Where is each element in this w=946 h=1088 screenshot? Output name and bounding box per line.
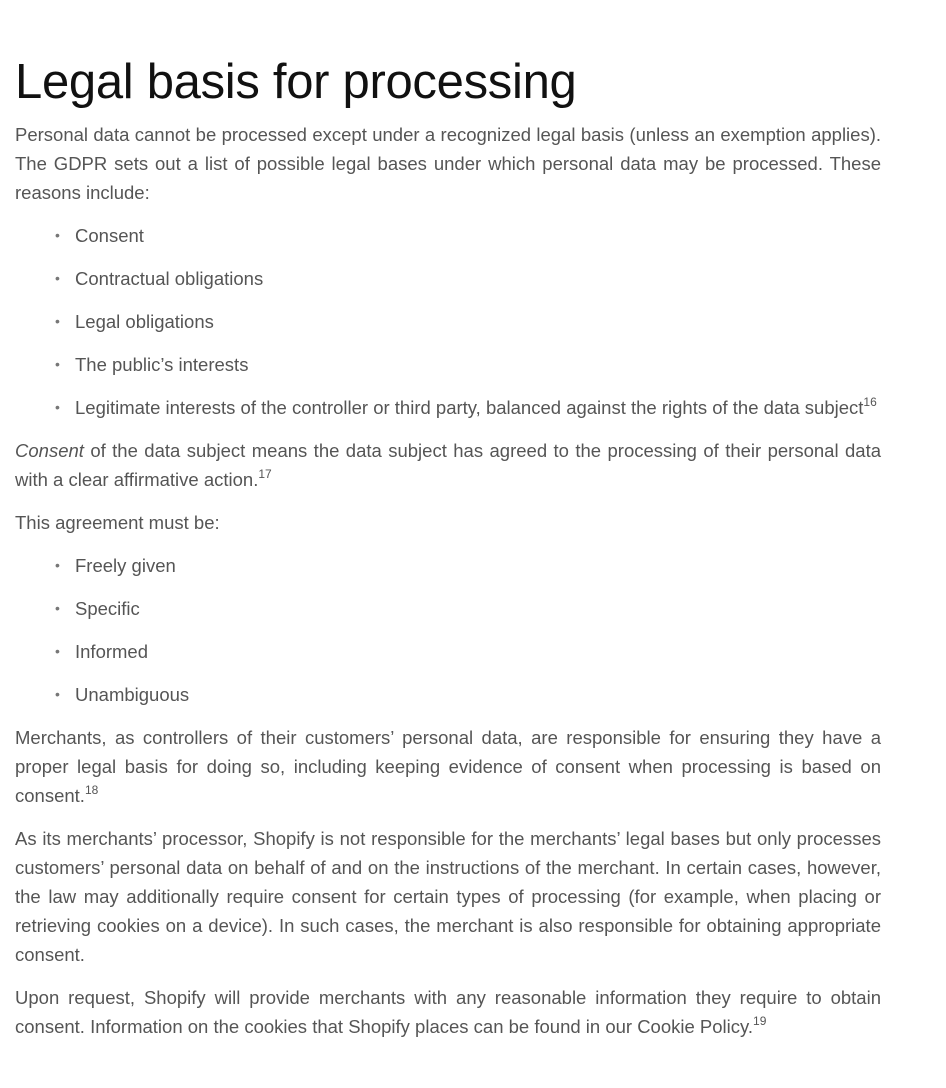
list-item xyxy=(15,307,881,336)
list-item xyxy=(15,393,881,422)
agreement-intro: This agreement must be: xyxy=(15,512,220,533)
bullet-icon: • xyxy=(55,600,60,616)
bullet-icon: • xyxy=(55,557,60,573)
list-item xyxy=(15,350,881,379)
consent-definition-text: of the data subject means the data subject has agreed to the processing of their personal data with a clear affirmative action. xyxy=(15,440,881,490)
bullet-icon: • xyxy=(55,399,60,415)
bullet-icon: • xyxy=(55,643,60,659)
list-item-text: Specific xyxy=(75,598,140,619)
bullet-icon: • xyxy=(55,313,60,329)
bullet-icon: • xyxy=(55,686,60,702)
bullet-icon: • xyxy=(55,227,60,243)
legal-bases-list xyxy=(15,221,881,422)
list-item xyxy=(15,594,881,623)
processor-paragraph: As its merchants’ processor, Shopify is not responsible for the merchants’ legal bases but only processes customers’ personal data on behalf of and on the instructions of the merchant. In certain cases, however, the law may additionally require consent for certain types of processing (for example, when placing or retrieving cookies on a device). In such cases, the merchant is also responsible for obtaining appropriate consent. xyxy=(15,828,881,965)
list-item-text: Legal obligations xyxy=(75,311,214,332)
footnote-ref-17[interactable]: 17 xyxy=(258,466,272,481)
list-item-text: The public’s interests xyxy=(75,354,249,375)
list-item-text: Freely given xyxy=(75,555,176,576)
list-item xyxy=(15,680,881,709)
footnote-ref-18[interactable]: 18 xyxy=(84,782,99,797)
list-item xyxy=(15,551,881,580)
consent-definition-paragraph xyxy=(15,436,881,494)
list-item xyxy=(15,264,881,293)
list-item-text: Informed xyxy=(75,641,149,662)
request-paragraph xyxy=(15,983,881,1041)
list-item-text: Consent xyxy=(75,225,144,246)
list-item xyxy=(15,637,881,666)
bullet-icon: • xyxy=(55,356,60,372)
agreement-list xyxy=(15,551,881,709)
consent-term: Consent xyxy=(15,440,84,461)
document-page xyxy=(15,52,881,1041)
merchants-paragraph-text: Merchants, as controllers of their customers’ personal data, are responsible for ensuring they have a proper legal basis for doing so, including keeping evidence of consent when processing is based on consent. xyxy=(15,727,881,806)
section-heading: Legal basis for processing xyxy=(15,55,577,109)
list-item xyxy=(15,221,881,250)
footnote-ref-19[interactable]: 19 xyxy=(753,1013,767,1028)
request-paragraph-text: Upon request, Shopify will provide merchants with any reasonable information they require to obtain consent. Information on the cookies that Shopify places can be found in our Cookie Policy. xyxy=(15,987,881,1037)
bullet-icon: • xyxy=(55,270,60,286)
merchants-paragraph xyxy=(15,723,881,810)
list-item-text: Legitimate interests of the controller or third party, balanced against the rights of the data subject xyxy=(75,397,864,418)
footnote-ref-16[interactable]: 16 xyxy=(863,394,877,409)
list-item-text: Contractual obligations xyxy=(75,268,264,289)
list-item-text: Unambiguous xyxy=(75,684,190,705)
intro-paragraph: Personal data cannot be processed except under a recognized legal basis (unless an exemption applies). The GDPR sets out a list of possible legal bases under which personal data may be processed. These reasons include: xyxy=(15,124,881,203)
